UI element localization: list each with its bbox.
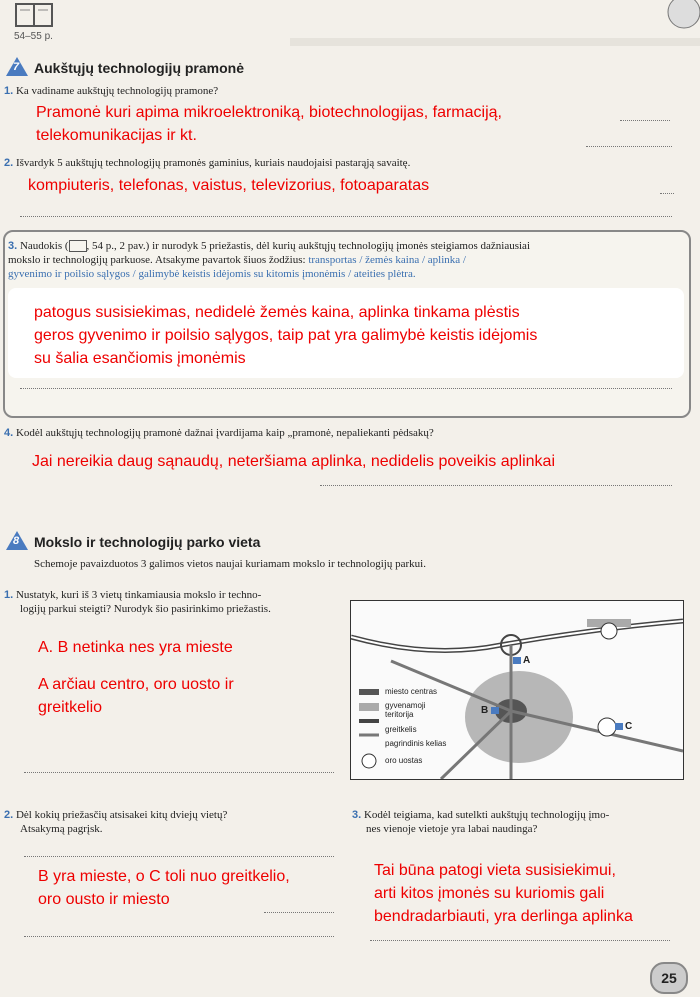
- q8-2-text-line2: Atsakymą pagrįsk.: [20, 823, 103, 835]
- q8-1-dots: [24, 772, 334, 773]
- q8-3-number: 3.: [352, 809, 362, 821]
- q7-2: [4, 156, 410, 170]
- q8-2: [4, 808, 334, 836]
- header-band: [290, 38, 700, 46]
- q8-3: [352, 808, 688, 836]
- q7-4-answer: Jai nereikia daug sąnaudų, neteršiama aplinka, nedidelis poveikis aplinkai: [32, 453, 555, 470]
- q7-1-dots: [620, 120, 670, 121]
- q8-2-answer-line1: B yra mieste, o C toli nuo greitkelio,: [38, 868, 290, 885]
- q7-3-number: 3.: [8, 240, 18, 252]
- q7-1-text: Ka vadiname aukštųjų technologijų pramone?: [15, 85, 219, 97]
- map-label-c: C: [625, 721, 633, 732]
- q8-1-number: 1.: [4, 589, 14, 601]
- q7-2-dots: [660, 193, 674, 194]
- legend-highway: greitkelis: [385, 725, 417, 734]
- q7-4: [4, 426, 434, 440]
- page-number-badge: [650, 962, 688, 994]
- q7-1: [4, 84, 218, 98]
- q7-2-answer: kompiuteris, telefonas, vaistus, televizorius, fotoaparatas: [28, 177, 430, 194]
- q7-3-words-1: transportas / žemės kaina / aplinka /: [308, 254, 466, 266]
- q7-1-dots-2: [586, 146, 672, 147]
- q7-3-text-b: , 54 p., 2 pav.) ir nurodyk 5 priežastis, dėl kurių aukštųjų technologijų įmonės steigiamos dažniausiai: [86, 240, 530, 252]
- q7-4-number: 4.: [4, 427, 14, 439]
- legend-city-center: miesto centras: [385, 687, 438, 696]
- q8-2-dots-2: [264, 912, 334, 913]
- q8-1-answer-b-line2: greitkelio: [38, 699, 103, 716]
- q7-3-text-c: mokslo ir technologijų parkuose. Atsakyme pavartok šiuos žodžius:: [8, 254, 306, 266]
- q8-2-number: 2.: [4, 809, 14, 821]
- legend-residential: gyvenamoji teritorija: [385, 701, 426, 719]
- q7-1-answer-line2: telekomunikacijas ir kt.: [36, 127, 197, 144]
- q8-2-dots: [24, 856, 334, 857]
- q8-3-answer-line1: Tai būna patogi vieta susisiekimui,: [374, 862, 616, 879]
- q7-3-answer-line2: geros gyvenimo ir poilsio sąlygos, taip pat yra galimybė keistis idėjomis: [34, 327, 538, 344]
- q8-2-text-line1: Dėl kokių priežasčių atsisakei kitų dviejų vietų?: [15, 809, 228, 821]
- q8-2-dots-3: [24, 936, 334, 937]
- q7-3-answer-line3: su šalia esančiomis įmonėmis: [34, 350, 246, 367]
- page-number: 25: [661, 970, 677, 986]
- q7-4-text: Kodėl aukštųjų technologijų pramonė dažnai įvardijama kaip „pramonė, nepaliekanti pėdsakų?: [15, 427, 434, 439]
- q7-1-number: 1.: [4, 85, 14, 97]
- map-label-b: B: [481, 705, 489, 716]
- section-8-intro: Schemoje pavaizduotos 3 galimos vietos naujai kuriamam mokslo ir technologijų parkui.: [34, 558, 426, 570]
- section-7-badge: 7: [6, 57, 28, 76]
- q8-3-text-line1: Kodėl teigiama, kad sutelkti aukštųjų technologijų įmo-: [363, 809, 610, 821]
- q8-3-text-line2: nes vienoje vietoje yra labai naudinga?: [366, 823, 538, 835]
- map-label-a: A: [523, 655, 531, 666]
- page-reference: 54–55 p.: [14, 31, 53, 42]
- q7-2-number: 2.: [4, 157, 14, 169]
- q7-2-text: Išvardyk 5 aukštųjų technologijų pramonės gaminius, kuriais naudojaisi pastarąją savaitę.: [15, 157, 411, 169]
- q8-3-dots: [370, 940, 670, 941]
- q7-3-words-2: gyvenimo ir poilsio sąlygos / galimybė keistis idėjomis su kitomis įmonėmis / ateities plėtra.: [8, 268, 416, 280]
- q8-3-answer-line3: bendradarbiauti, yra derlinga aplinka: [374, 908, 633, 925]
- section-8-badge: 8: [6, 531, 28, 550]
- q7-1-answer-line1: Pramonė kuri apima mikroelektroniką, biotechnologijas, farmaciją,: [36, 104, 502, 121]
- q8-2-answer-line2: oro ousto ir miesto: [38, 891, 170, 908]
- park-location-map: [350, 600, 684, 780]
- q7-3-answer-line1: patogus susisiekimas, nedidelė žemės kaina, aplinka tinkama plėstis: [34, 304, 520, 321]
- q8-3-answer-line2: arti kitos įmonės su kuriomis gali: [374, 885, 605, 902]
- book-icon: [14, 2, 54, 28]
- book-icon-small: [69, 240, 87, 252]
- q7-4-dots: [320, 485, 672, 486]
- section-8-title: Mokslo ir technologijų parko vieta: [34, 534, 261, 550]
- q8-1-text-line1: Nustatyk, kuri iš 3 vietų tinkamiausia mokslo ir techno-: [15, 589, 262, 601]
- q7-3-dots: [20, 388, 672, 389]
- globe-icon: [664, 0, 700, 30]
- q8-1-text-line2: logijų parkui steigti? Nurodyk šio pasirinkimo priežastis.: [20, 603, 271, 615]
- q7-3-text-a: Naudokis (: [19, 240, 69, 252]
- q7-3: [8, 239, 678, 281]
- section-7-title: Aukštųjų technologijų pramonė: [34, 60, 245, 76]
- q7-2-dots-2: [20, 216, 672, 217]
- legend-airport: oro uostas: [385, 756, 423, 765]
- q8-1-answer-a: A. B netinka nes yra mieste: [38, 639, 233, 656]
- q8-1-answer-b-line1: A arčiau centro, oro uosto ir: [38, 676, 234, 693]
- legend-main-road: pagrindinis kelias: [385, 739, 447, 748]
- q8-1: [4, 588, 344, 616]
